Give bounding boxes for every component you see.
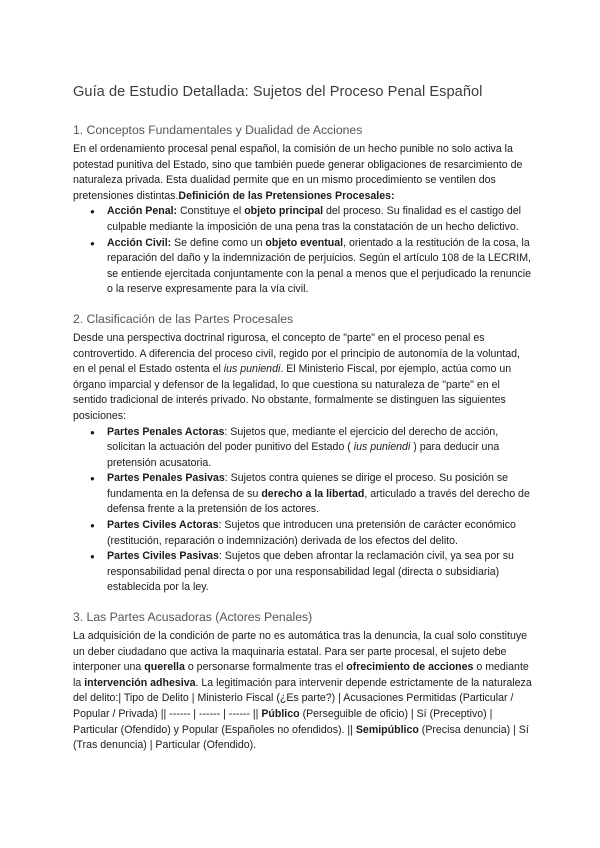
section-2 (73, 312, 533, 596)
section-3-heading: 3. Las Partes Acusadoras (Actores Penales) (73, 610, 313, 625)
list-item: ● Partes Penales Actoras: Sujetos que, mediante el ejercicio del derecho de acción, solicitan la actuación del poder punitivo del Estado ( ius puniendi ) para deducir una pretensión acusatoria. (107, 425, 533, 472)
document-page (73, 84, 533, 768)
list-item: ● Acción Civil: Se define como un objeto eventual, orientado a la restitución de la cosa, la reparación del daño y la indemnización de perjuicios. Según el artículo 108 de la LECRIM, se entiende ejercitada conjuntamente con la penal a menos que el perjudicado la renuncie o la reserve expresamente para la vía civil. (107, 236, 533, 298)
document-title: Guía de Estudio Detallada: Sujetos del Proceso Penal Español (73, 84, 483, 100)
section-1-list (73, 204, 533, 298)
section-3-paragraph: La adquisición de la condición de parte no es automática tras la denuncia, la cual solo constituye un deber ciudadano que activa la maquinaria estatal. Para ser parte procesal, el sujeto debe interponer una querella o personarse formalmente tras el ofrecimiento de acciones o mediante la intervención adhesiva. La legitimación para intervenir depende estrictamente de la naturaleza del delito:| Tipo de Delito | Ministerio Fiscal (¿Es parte?) | Acusaciones Permitidas (Particular / Popular / Privada) || ------ | ------ | ------ || Público (Perseguible de oficio) | Sí (Preceptivo) | Particular (Ofendido) y Popular (Españoles no ofendidos). || Semipúblico (Precisa denuncia) | Sí (Tras denuncia) | Particular (Ofendido). (73, 630, 532, 752)
section-2-paragraph: Desde una perspectiva doctrinal rigurosa, el concepto de "parte" en el proceso penal es controvertido. A diferencia del proceso civil, regido por el principio de autonomía de la voluntad, en el penal el Estado ostenta el ius puniendi. El Ministerio Fiscal, por ejemplo, actúa como un órgano imparcial y defensor de la legalidad, lo que cuestiona su naturaleza de "parte" en el sentido tradicional de interés privado. No obstante, formalmente se distinguen las siguientes posiciones: (73, 331, 520, 422)
section-2-heading: 2. Clasificación de las Partes Procesales (73, 311, 294, 326)
section-1 (73, 123, 533, 298)
section-1-heading: 1. Conceptos Fundamentales y Dualidad de Acciones (73, 123, 363, 137)
section-3 (73, 610, 533, 754)
list-item: ● Partes Civiles Actoras: Sujetos que introducen una pretensión de carácter económico (restitución, reparación o indemnización) derivada de los efectos del delito. (107, 518, 533, 549)
section-2-list (73, 425, 533, 597)
list-item: ● Partes Penales Pasivas: Sujetos contra quienes se dirige el proceso. Su posición se fundamenta en la defensa de su derecho a la libertad, articulado a través del derecho de defensa frente a la pretensión de los actores. (107, 471, 533, 518)
section-1-intro: En el ordenamiento procesal penal español, la comisión de un hecho punible no solo activa la potestad punitiva del Estado, sino que también puede generar obligaciones de resarcimiento de naturaleza privada. Esta dualidad permite que en un mismo procedimiento se ventilen dos pretensiones distintas.Definición de las Pretensiones Procesales: (73, 143, 523, 202)
list-item: ● Partes Civiles Pasivas: Sujetos que deben afrontar la reclamación civil, ya sea por su responsabilidad penal directa o por una responsabilidad legal (directa o subsidiaria) establecida por la ley. (107, 549, 533, 596)
list-item: ● Acción Penal: Constituye el objeto principal del proceso. Su finalidad es el castigo del culpable mediante la imposición de una pena tras la constatación de un hecho delictivo. (107, 204, 533, 235)
